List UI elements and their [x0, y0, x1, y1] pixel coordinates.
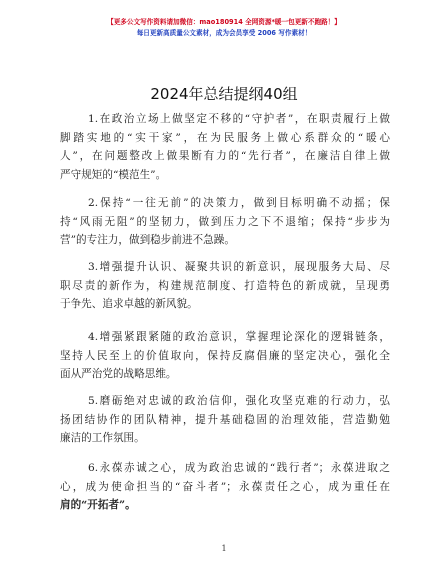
promo-banner-red: 【更多公文写作资料请加微信：mao180914 全网资源*暖一包更新不跑路！】	[107, 18, 341, 26]
paragraph-line: 3.增强提升认识、凝聚共识的新意识，展现服务大局、尽	[88, 261, 390, 273]
paragraph-line: 人”，在问题整改上做果断有力的“先行者”，在廉洁自律上做	[60, 150, 390, 162]
page-number: 1	[221, 544, 227, 553]
paragraph-line: 心，成为使命担当的“奋斗者”；永葆责任之心，成为重任在	[60, 480, 390, 493]
paragraph-line: 职尽责的新作为，构建规范制度、打造特色的新成就，呈现勇	[60, 279, 390, 292]
paragraph-line: 营”的专注力，做到稳步前进不急躁。	[60, 234, 235, 246]
paragraph-5	[60, 392, 390, 448]
paragraph-line: 坚持人民至上的价值取向，保持反腐倡廉的坚定决心，强化全	[60, 349, 390, 362]
paragraph-line: 于争先、追求卓越的新风貌。	[60, 298, 198, 310]
promo-banner-blue: 每日更新高质量公文素材，成为会员享受 2006 写作素材！	[136, 29, 312, 37]
document-title: 2024年总结提纲40组	[150, 85, 298, 103]
paragraph-3	[60, 258, 390, 314]
paragraph-line: 4.增强紧跟紧随的政治意识，掌握理论深化的逻辑链条，	[88, 331, 390, 343]
paragraph-4	[60, 328, 390, 384]
paragraph-line: 1.在政治立场上做坚定不移的“守护者”，在职责履行上做	[88, 113, 390, 125]
paragraph-line: 肩的“开拓者”。	[60, 499, 136, 511]
paragraph-line: 脚踏实地的“实干家”，在为民服务上做心系群众的“暖心	[60, 131, 390, 144]
paragraph-line: 面从严治党的战略思维。	[60, 368, 177, 380]
paragraph-6	[60, 459, 390, 515]
paragraph-2	[60, 194, 390, 250]
paragraph-line: 扬团结协作的团队精神，提升基础稳固的治理效能，营造勤勉	[60, 413, 390, 426]
paragraph-line: 严守规矩的“模范生”。	[60, 168, 167, 181]
paragraph-1	[60, 110, 390, 184]
paragraph-line: 5.磨砺绝对忠诚的政治信仰，强化攻坚克难的行动力，弘	[88, 395, 390, 407]
paragraph-line: 2.保持“一往无前”的决策力，做到目标明确不动摇；保	[88, 197, 390, 209]
paragraph-line: 6.永葆赤诚之心，成为政治忠诚的“践行者”；永葆进取之	[88, 462, 390, 474]
paragraph-line: 廉洁的工作氛围。	[60, 432, 145, 444]
paragraph-line: 持“风雨无阻”的坚韧力，做到压力之下不退缩；保持“步步为	[60, 215, 390, 228]
